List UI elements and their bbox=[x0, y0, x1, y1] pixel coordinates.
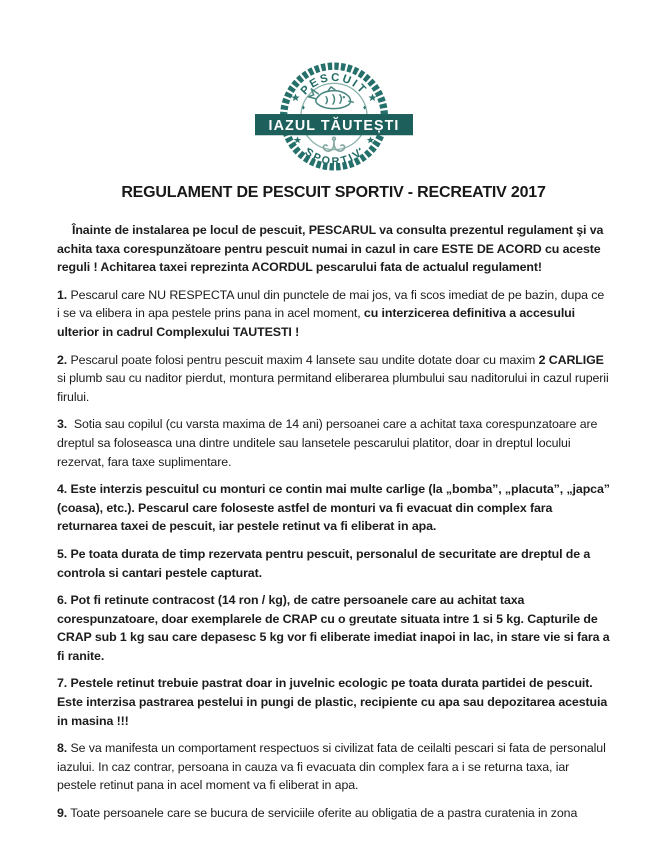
text-segment: 1. bbox=[57, 287, 68, 302]
badge-bottom-textpath: SPORTIV bbox=[301, 146, 366, 169]
document-body bbox=[57, 221, 614, 823]
text-segment: 5. Pe toata durata de timp rezervata pentru pescuit, personalul de securitate are dreptul de a controla si cantari pestele capturat. bbox=[57, 546, 594, 580]
text-segment: Înainte de instalarea pe locul de pescuit, PESCARUL va consulta prezentul regulament şi va achita taxa corespunzătoare pentru pescuit numai in cazul in care ESTE DE ACORD cu aceste reguli ! Achitarea taxei reprezinta ACORDUL pescarului fata de actualul regulament! bbox=[57, 223, 607, 275]
paragraph bbox=[57, 415, 610, 471]
text-segment: Se va manifesta un comportament respectuos si civilizat fata de ceilalti pescari si fata de personalul iazului. In caz contrar, persoana in cauza va fi evacuata din complex fara a i se returna taxa, iar pestele retinut pana in acel moment va fi eliberat in apa. bbox=[57, 741, 610, 793]
text-segment: Sotia sau copilul (cu varsta maxima de 14 ani) persoanei care a achitat taxa corespunzatoare are dreptul sa foloseasca una dintre unditele sau lansetele pescarului platitor, doar in dreptul locului rezervat, fara taxe suplimentare. bbox=[57, 417, 601, 469]
paragraph bbox=[57, 221, 610, 277]
text-segment: Toate persoanele care se bucura de serviciile oferite au obligatia de a pastra curatenia in zona bbox=[67, 806, 578, 821]
paragraph bbox=[57, 739, 610, 795]
text-segment: 2. bbox=[57, 352, 68, 367]
text-segment: 7. Pestele retinut trebuie pastrat doar in juvelnic ecologic pe toata durata partidei de pescuit. Este interzisa pastrarea pestelui in pungi de plastic, recipiente cu apa sau depozitarea acestuia in masina !!! bbox=[57, 676, 611, 728]
paragraph bbox=[57, 286, 610, 342]
paragraph bbox=[57, 591, 613, 665]
text-segment: 3. bbox=[57, 417, 68, 432]
paragraph bbox=[57, 545, 610, 582]
logo bbox=[0, 0, 667, 176]
text-segment: Pescarul care NU RESPECTA unul din punctele de mai jos, va fi scos imediat de pe bazin, dupa ce i se va elibera in apa pestele prins pana in acel moment, bbox=[57, 287, 608, 321]
paragraph bbox=[57, 674, 610, 730]
text-segment: 2 CARLIGE bbox=[538, 352, 604, 367]
text-segment: cu interzicerea definitiva a accesului ulterior in cadrul Complexului TAUTESTI ! bbox=[57, 306, 579, 339]
text-segment: 8. bbox=[57, 741, 68, 756]
text-segment: 4. Este interzis pescuitul cu monturi ce contin mai multe carlige (la „bomba”, „placuta”, „japca” (coasa), etc.). Pescarul care foloseste astfel de monturi va fi evacuat din complex fara returnarea taxei de pescuit, iar pestele retinut va fi eliberat in apa. bbox=[57, 482, 614, 534]
text-segment: 6. Pot fi retinute contracost (14 ron / kg), de catre persoanele care au achitat taxa corespunzatoare, doar exemplarele de CRAP cu o greutate situata intre 1 si 5 kg. Capturile de CRAP sub 1 kg sau care depasesc 5 kg vor fi eliberate imediat inapoi in lac, in stare vie si fara a fi ranite. bbox=[57, 593, 613, 663]
page-title: REGULAMENT DE PESCUIT SPORTIV - RECREATIV 2017 bbox=[121, 184, 546, 201]
paragraph bbox=[57, 804, 610, 823]
logo-badge bbox=[255, 57, 413, 176]
paragraph bbox=[57, 480, 614, 536]
text-segment: 9. bbox=[57, 806, 68, 821]
badge-top-textpath: PESCUIT bbox=[298, 71, 369, 98]
banner-text: IAZUL TĂUTEȘTI bbox=[268, 117, 399, 134]
paragraph bbox=[57, 351, 610, 407]
text-segment: si plumb sau cu naditor pierdut, montura permitand eliberarea plumbului sau naditorului in cazul ruperii firului. bbox=[57, 352, 612, 404]
text-segment: Pescarul poate folosi pentru pescuit maxim 4 lansete sau undite dotate doar cu maxim bbox=[67, 352, 539, 367]
